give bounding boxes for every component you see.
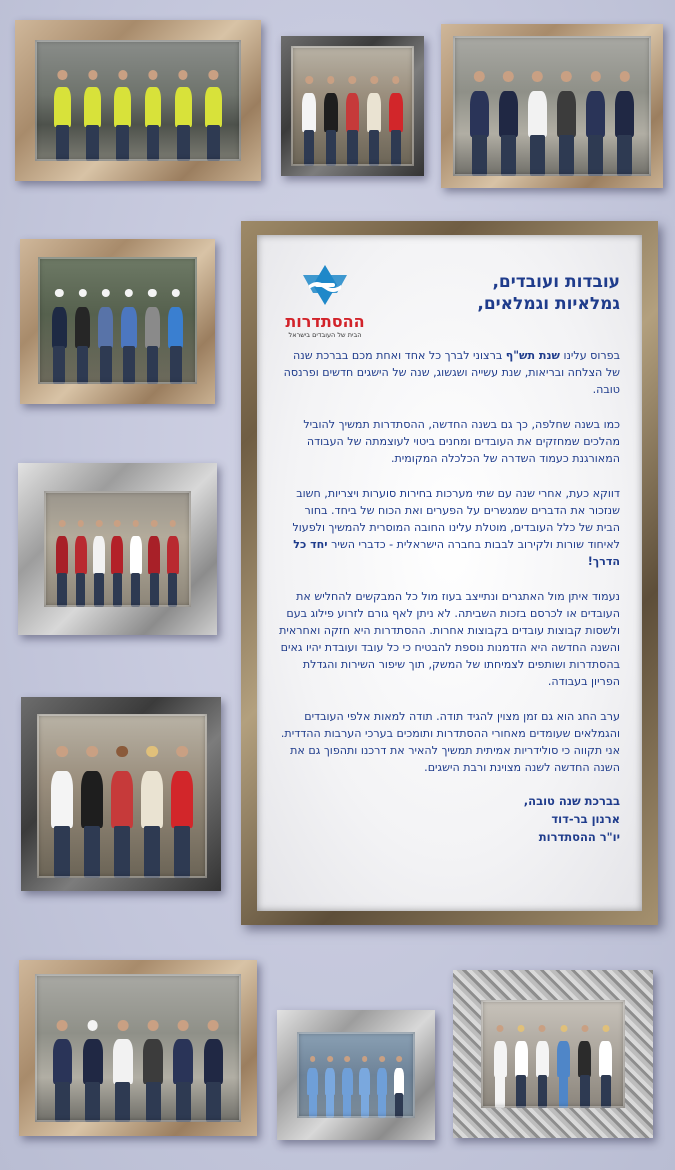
photo-hospital-staff	[297, 1032, 415, 1118]
histadrut-logo	[285, 263, 365, 339]
photo-frame-plant-workers-1	[441, 24, 663, 188]
paragraph-3	[279, 485, 620, 570]
closing-blessing: בברכת שנה טובה,	[523, 794, 620, 808]
histadrut-star-icon	[299, 263, 351, 307]
paragraph-1-bold: שנת תש"ף	[505, 349, 560, 362]
photo-frame-group-red-shirts	[18, 463, 217, 635]
photo-workers-helmets	[38, 257, 197, 384]
paragraph-5: ערב החג הוא גם זמן מצוין להגיד תודה. תודה למאות אלפי העובדים והגמלאים שעומדים מאחורי ההסתדרות ותומכים בערכי הערבות ההדדית. אני תקווה כי סולידריות אמיתית תמשיך להאיר את דרכנו ותהפוך גם את השנה החדשה לשנה מצוינת ורבת הישגים.	[280, 710, 620, 774]
photo-frame-group-casual-2	[21, 697, 221, 891]
signatory-title: יו"ר ההסתדרות	[538, 830, 620, 844]
logo-tagline: הבית של העובדים בישראל	[288, 331, 362, 339]
paragraph-1-rest: ברצוני לברך כל אחד ואחת מכם בברכת שנה של הצלחה ובריאות, שנת עשייה ושגשוג, שנה של הישגים חדשים ופרנסה טובה.	[283, 349, 620, 396]
logo-name: ההסתדרות	[285, 312, 365, 331]
photo-frame-hospital-staff	[277, 1010, 435, 1140]
photo-frame-clinic-staff	[453, 970, 653, 1138]
closing	[279, 792, 620, 846]
paragraph-4: נעמוד איתן מול האתגרים ונתייצב בעוז מול כל המבקשים להחליש את העובדים או לכרסם בזכות השביתה. לא ניתן לאף גורם לזרוע פילוג בעם ולשסות קבוצות עובדים בקבוצות אחרות. ההסתדרות היא חזקה ואחראית והשנה החדשה היא הזדמנות נוספת להבטיח כי כל עובד ועובדת יהיו גאים בהסתדרות ושותפים לצמיחתו של המשק, תוך שיפור השירות והגדלת הפריון בעבודה.	[279, 590, 620, 688]
letter-content	[279, 253, 620, 893]
paragraph-3-bold: יחד כל הדרך!	[293, 538, 620, 568]
photo-plant-workers-2	[35, 974, 241, 1122]
letter-frame	[241, 221, 658, 925]
photo-plant-workers-1	[453, 36, 651, 176]
photo-frame-plant-workers-2	[19, 960, 257, 1136]
paragraph-2: כמו בשנה שחלפה, כך גם בשנה החדשה, ההסתדרות תמשיך להוביל מהלכים שמחזקים את העובדים ומחנים ביטוי לעוצמתה של העבודה המאורגנת כעמוד השדרה של הכלכלה המקומית.	[303, 418, 620, 465]
photo-frame-workers-helmets	[20, 239, 215, 404]
paragraph-3-text: דווקא כעת, אחרי שנה עם שתי מערכות בחירות סוערות ויצריות, חשוב שנזכור את הדברים שמגשרים על הפערים ואת הכוח של ביחד. בחור הבית של כלל העובדים, מוטלת עלינו החובה המוסרית להמשיך ולפעול לאיחוד שורות ולקירוב לבבות בחברה הישראלית - כדברי השיר	[292, 487, 620, 551]
photo-frame-group-casual-1	[281, 36, 424, 176]
greeting-line-2: גמלאיות וגמלאים,	[477, 294, 620, 314]
letter-paper	[257, 235, 642, 911]
photo-group-casual-1	[291, 46, 414, 166]
paragraph-1	[279, 347, 620, 398]
photo-frame-safety-vests	[15, 20, 261, 181]
greeting-line-1: עובדות ועובדים,	[492, 272, 620, 292]
photo-group-casual-2	[37, 714, 207, 878]
photo-clinic-staff	[481, 1000, 625, 1108]
photo-group-red-shirts	[44, 491, 191, 607]
photo-workers-safety-vests	[35, 40, 241, 161]
paragraph-1-prefix: בפרוס עלינו	[559, 349, 620, 362]
signatory-name: ארנון בר-דוד	[551, 812, 620, 826]
